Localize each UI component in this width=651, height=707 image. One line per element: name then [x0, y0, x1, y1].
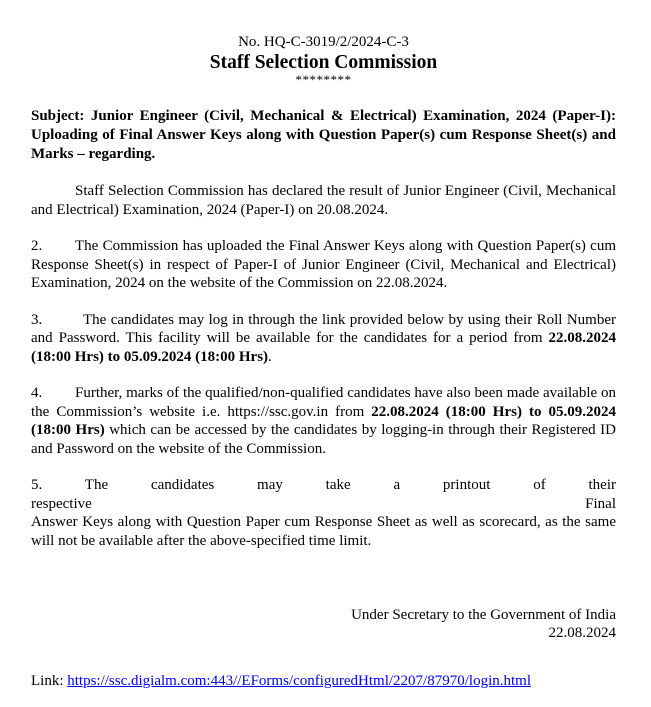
- paragraph-4: [31, 384, 616, 458]
- notice-document: [31, 33, 616, 690]
- paragraph-4-number: 4.: [31, 385, 43, 401]
- document-header: [31, 33, 616, 85]
- signature-block: [31, 606, 616, 642]
- paragraph-5-number: 5.: [31, 477, 43, 493]
- signatory-title: Under Secretary to the Government of India: [351, 607, 616, 623]
- organization-name: Staff Selection Commission: [209, 52, 438, 73]
- paragraph-4-period: 22.08.2024 (18:00 Hrs) to 05.09.2024 (18:00 Hrs): [31, 403, 616, 438]
- subject-line: Subject: Junior Engineer (Civil, Mechanical & Electrical) Examination, 2024 (Paper-I): Uploading of Final Answer Keys along with Question Paper(s) cum Response Sheet(s) and Marks – regarding.: [31, 108, 616, 162]
- paragraph-5: [31, 476, 616, 550]
- paragraph-4-text: Further, marks of the qualified/non-qualified candidates have also been made available on the Commission’s website i.e. https://ssc.gov.in from: [31, 385, 616, 420]
- paragraph-2: [31, 237, 616, 293]
- link-label: Link:: [31, 673, 68, 689]
- paragraph-3-number: 3.: [31, 311, 43, 328]
- paragraph-4-end: which can be accessed by the candidates by logging-in through their Registered ID and Password on the website of the Commission.: [31, 422, 616, 457]
- paragraph-3-period: 22.08.2024 (18:00 Hrs) to 05.09.2024 (18:00 Hrs): [31, 330, 616, 365]
- link-line: [31, 672, 616, 690]
- paragraph-2-number: 2.: [31, 238, 43, 254]
- paragraph-2-text: The Commission has uploaded the Final Answer Keys along with Question Paper(s) cum Response Sheet(s) in respect of Paper-I of Junior Engineer (Civil, Mechanical and Electrical) Examination, 2024 on the website of the Commission on 22.08.2024.: [31, 238, 616, 291]
- header-separator: ********: [295, 72, 352, 87]
- paragraph-3-text: The candidates may log in through the link provided below by using their Roll Number and Password. This facility will be available for the candidates for a period from: [31, 311, 616, 346]
- signature-date: 22.08.2024: [548, 625, 616, 641]
- document-number: No. HQ-C-3019/2/2024-C-3: [238, 34, 409, 50]
- login-link[interactable]: https://ssc.digialm.com:443//EForms/configuredHtml/2207/87970/login.html: [67, 673, 531, 689]
- paragraph-1: [31, 182, 616, 219]
- paragraph-3: [31, 311, 616, 367]
- paragraph-5-first-line: [31, 476, 616, 513]
- paragraph-3-end: .: [268, 348, 272, 365]
- paragraph-1-text: Staff Selection Commission has declared the result of Junior Engineer (Civil, Mechanical and Electrical) Examination, 2024 (Paper-I) on 20.08.2024.: [31, 183, 616, 218]
- paragraph-5-line-1: The candidates may take a printout of their respective Final: [31, 477, 616, 512]
- paragraph-5-rest: Answer Keys along with Question Paper cum Response Sheet as well as scorecard, as the same will not be available after the above-specified time limit.: [31, 514, 616, 549]
